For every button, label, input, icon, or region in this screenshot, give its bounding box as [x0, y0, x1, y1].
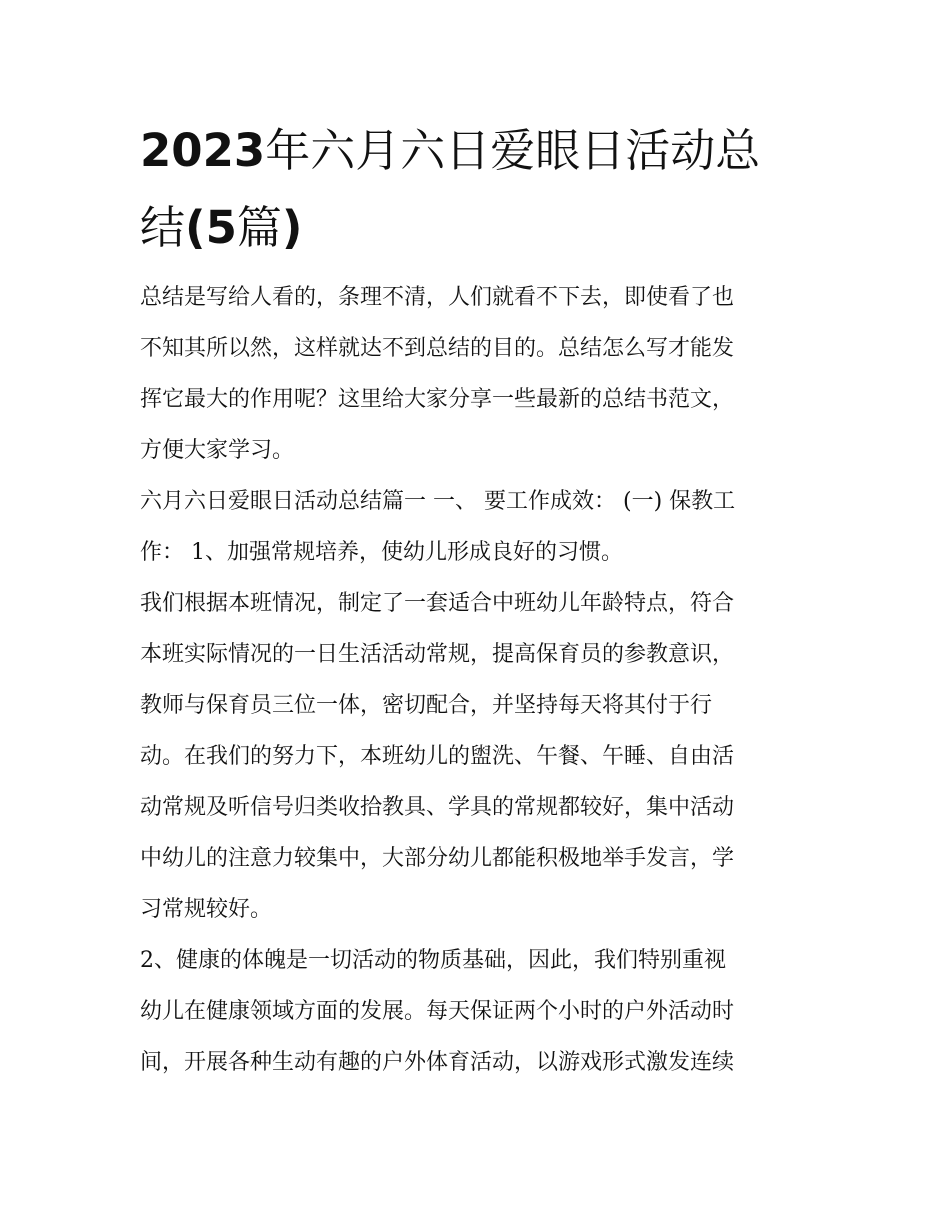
title-year: 2023 [140, 124, 266, 177]
text-line: 间，开展各种生动有趣的户外体育活动，以游戏形式激发连续 [140, 1050, 735, 1075]
paragraph-health [140, 935, 810, 1088]
text-line: 挥它最大的作用呢？这里给大家分享一些最新的总结书范文， [140, 387, 735, 412]
title-text: 结 [140, 201, 186, 254]
text-line: 教师与保育员三位一体，密切配合，并坚持每天将其付于行 [140, 693, 713, 718]
title-line-1 [140, 112, 810, 189]
text-line: 幼儿在健康领域方面的发展。每天保证两个小时的户外活动时 [140, 999, 735, 1024]
text-line: 作： 1、加强常规培养，使幼儿形成良好的习惯。 [140, 540, 623, 565]
text-line: 中幼儿的注意力较集中，大部分幼儿都能积极地举手发言，学 [140, 846, 735, 871]
paragraph-intro [140, 272, 810, 476]
text-line: 方便大家学习。 [140, 438, 295, 463]
text-line: 六月六日爱眼日活动总结篇一 一、 要工作成效： (一) 保教工 [140, 489, 736, 514]
title-text: 篇 [236, 201, 282, 254]
document-title [140, 0, 810, 266]
text-line: 本班实际情况的一日生活活动常规，提高保育员的参教意识， [140, 642, 735, 667]
title-paren: ) [281, 201, 303, 254]
text-line: 动。在我们的努力下，本班幼儿的盥洗、午餐、午睡、自由活 [140, 744, 735, 769]
text-line: 总结是写给人看的，条理不清，人们就看不下去，即使看了也 [140, 285, 735, 310]
document-page [140, 0, 810, 1088]
title-text: 年六月六日爱眼日活动总 [265, 124, 761, 177]
paragraph-routine [140, 578, 810, 935]
text-line: 不知其所以然，这样就达不到总结的目的。总结怎么写才能发 [140, 336, 735, 361]
text-line: 我们根据本班情况，制定了一套适合中班幼儿年龄特点，符合 [140, 591, 735, 616]
title-line-2 [140, 189, 810, 266]
title-count: (5 [185, 201, 237, 254]
paragraph-section-heading [140, 476, 810, 578]
text-line: 习常规较好。 [140, 897, 273, 922]
document-body [140, 272, 810, 1088]
text-line: 动常规及听信号归类收拾教具、学具的常规都较好，集中活动 [140, 795, 735, 820]
text-line: 2、健康的体魄是一切活动的物质基础，因此，我们特别重视 [140, 948, 726, 973]
